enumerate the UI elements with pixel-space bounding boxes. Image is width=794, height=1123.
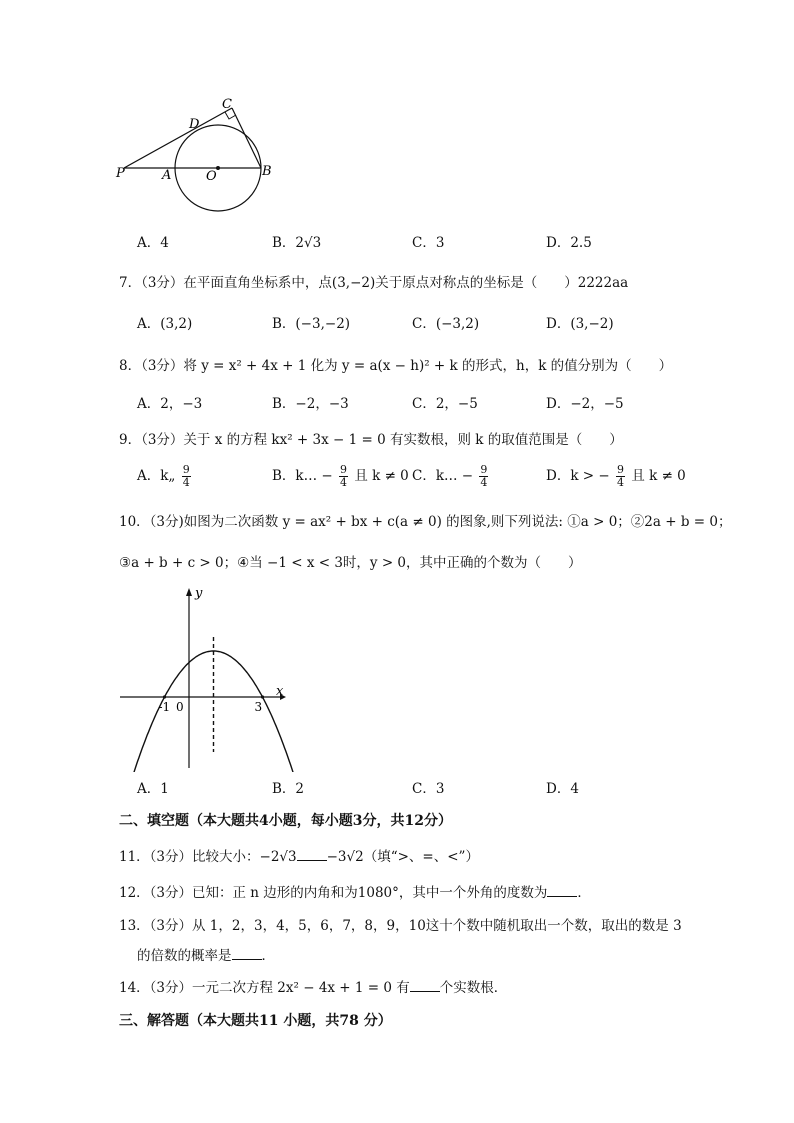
section-3-heading: 三、解答题（本大题共11 小题，共78 分） <box>119 1013 392 1029</box>
x-axis-label: x <box>276 684 284 699</box>
q9-b-suffix: 且 k ≠ 0 <box>354 468 409 484</box>
q9-b-fraction <box>339 464 348 489</box>
q8-option-b[interactable]: B．−2，−3 <box>272 396 349 412</box>
q10-stem-line1: 10．（3分)如图为二次函数 y = ax² + bx + c(a ≠ 0) 的图象,则下列说法: ①a > 0；②2a + b = 0； <box>119 514 732 530</box>
label-p: P <box>116 166 125 181</box>
q10-option-c[interactable]: C．3 <box>412 781 445 797</box>
q9-b-num: 9 <box>340 463 348 476</box>
q9-c-fraction <box>479 464 488 489</box>
q9-c-prefix: C．k… − <box>412 468 474 484</box>
q12-answer-blank[interactable] <box>547 884 577 897</box>
root-point-left <box>163 695 166 698</box>
q9-option-a[interactable] <box>137 464 193 489</box>
q6-option-c[interactable]: C．3 <box>412 235 445 251</box>
q10-option-b[interactable]: B．2 <box>272 781 305 797</box>
q10-option-a[interactable]: A．1 <box>137 781 169 797</box>
q7-option-a[interactable]: A．(3,2) <box>137 316 193 332</box>
q9-d-prefix: D．k > − <box>546 468 610 484</box>
tick-label-neg1: -1 <box>158 700 171 714</box>
y-axis-arrow <box>186 588 192 596</box>
q9-a-prefix: A．k„ <box>137 468 176 484</box>
q13-prefix: 的倍数的概率是 <box>137 948 232 964</box>
q9-d-den: 4 <box>617 476 625 489</box>
q9-c-num: 9 <box>480 463 488 476</box>
label-d: D <box>189 117 200 132</box>
label-o: O <box>206 169 217 184</box>
q9-option-c[interactable] <box>412 464 490 489</box>
parabola-curve <box>131 651 295 772</box>
label-c: C <box>222 97 232 112</box>
q11-suffix: −3√2（填“>、=、<”） <box>326 849 479 865</box>
q11-prefix: 11．（3分）比较大小：−2√3 <box>119 849 297 865</box>
q12 <box>119 884 591 902</box>
q13-line2 <box>137 947 275 965</box>
q13-line1: 13．（3分）从 1，2，3，4，5，6，7，8，9，10这十个数中随机取出一个数，取出的数是 3 <box>119 918 682 934</box>
q9-stem: 9．（3分）关于 x 的方程 kx² + 3x − 1 = 0 有实数根，则 k 的取值范围是（ ） <box>119 432 623 448</box>
q13-answer-blank[interactable] <box>232 947 262 960</box>
parabola-graph <box>112 584 302 772</box>
line-cb <box>232 108 261 168</box>
q9-b-den: 4 <box>340 476 348 489</box>
q14-suffix: 个实数根． <box>439 980 508 996</box>
tick-label-zero: 0 <box>176 700 184 714</box>
q8-option-c[interactable]: C．2，−5 <box>412 396 478 412</box>
label-a: A <box>162 168 172 183</box>
q7-option-b[interactable]: B．(−3,−2) <box>272 316 351 332</box>
q9-c-den: 4 <box>480 476 488 489</box>
q14 <box>119 979 507 997</box>
q9-a-num: 9 <box>182 463 190 476</box>
q10-stem-line2: ③a + b + c > 0；④当 −1 < x < 3时，y > 0，其中正确的个数为（ ） <box>119 555 582 571</box>
tick-label-three: 3 <box>254 700 263 714</box>
q8-option-d[interactable]: D．−2，−5 <box>546 396 624 412</box>
q9-option-d[interactable] <box>546 464 686 489</box>
q6-option-b[interactable]: B．2√3 <box>272 235 322 251</box>
q12-suffix: ． <box>577 885 591 901</box>
q9-a-den: 4 <box>182 476 190 489</box>
q9-d-fraction <box>616 464 625 489</box>
q11 <box>119 848 479 866</box>
y-axis-label: y <box>195 586 203 601</box>
q7-option-d[interactable]: D．(3,−2) <box>546 316 614 332</box>
q13-suffix: ． <box>261 948 275 964</box>
q6-option-d[interactable]: D．2.5 <box>546 235 592 251</box>
q9-a-fraction <box>182 464 191 489</box>
q11-answer-blank[interactable] <box>297 848 327 861</box>
q14-prefix: 14．（3分）一元二次方程 2x² − 4x + 1 = 0 有 <box>119 980 410 996</box>
q9-d-suffix: 且 k ≠ 0 <box>631 468 686 484</box>
q8-option-a[interactable]: A．2，−3 <box>137 396 203 412</box>
q7-stem: 7．（3分）在平面直角坐标系中，点(3,−2)关于原点对称点的坐标是（ ）2222aa <box>119 275 629 291</box>
q9-d-num: 9 <box>617 463 625 476</box>
q12-prefix: 12．（3分）已知：正 n 边形的内角和为1080°，其中一个外角的度数为 <box>119 885 548 901</box>
q7-option-c[interactable]: C．(−3,2) <box>412 316 480 332</box>
circle-tangent-figure <box>112 95 282 220</box>
section-2-heading: 二、填空题（本大题共4小题，每小题3分，共12分） <box>119 813 452 829</box>
q10-option-d[interactable]: D．4 <box>546 781 579 797</box>
line-pc <box>124 108 232 168</box>
q6-option-a[interactable]: A．4 <box>137 235 169 251</box>
q8-stem: 8．（3分）将 y = x² + 4x + 1 化为 y = a(x − h)² + k 的形式，h，k 的值分别为（ ） <box>119 358 673 374</box>
label-b: B <box>262 164 272 179</box>
q9-b-prefix: B．k… − <box>272 468 333 484</box>
q14-answer-blank[interactable] <box>410 979 440 992</box>
q9-option-b[interactable] <box>272 464 409 489</box>
root-point-right <box>261 695 264 698</box>
